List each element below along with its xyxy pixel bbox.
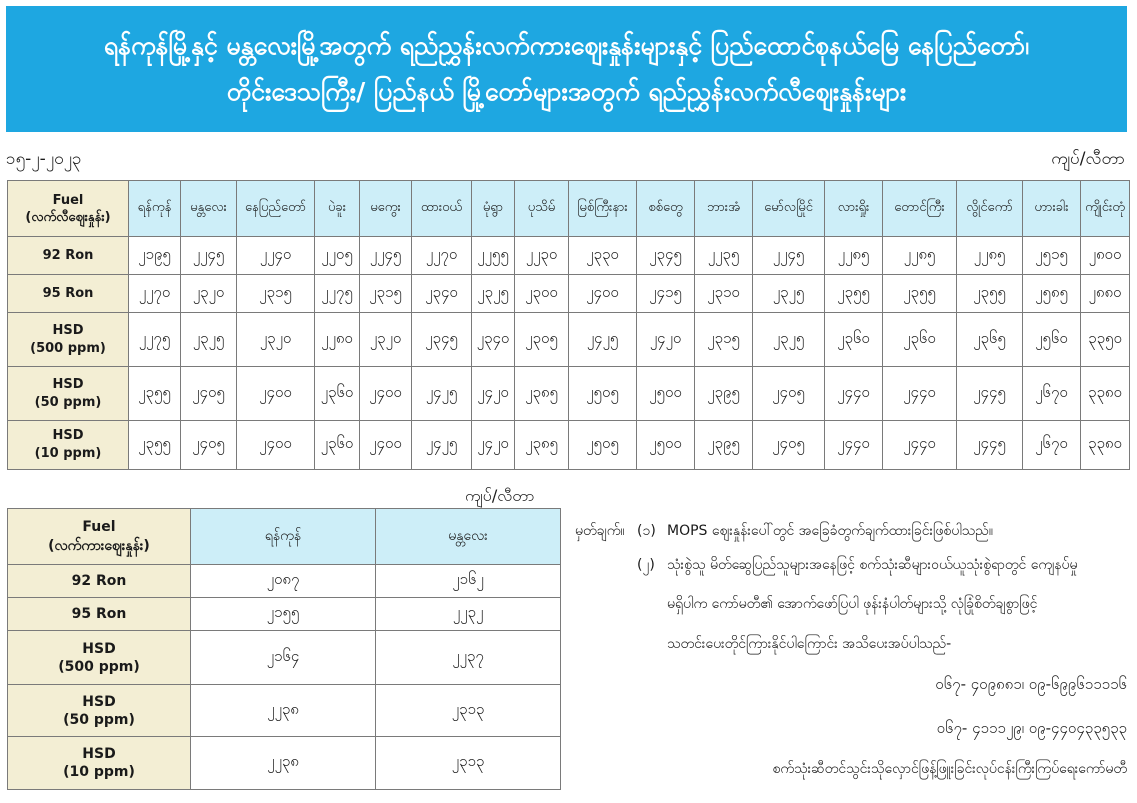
price-cell: ၂၁၆၄ [191,631,376,685]
price-cell: ၂၆၇၀ [1023,421,1081,470]
price-cell: ၂၃၀၀ [515,275,569,313]
price-cell: ၂၅၁၅ [1023,237,1081,275]
price-cell: ၂၃၂၅ [472,275,515,313]
price-cell: ၂၀၈၇ [191,565,376,598]
price-cell: ၂၃၄၀ [472,313,515,367]
city-header: ဘားအံ [695,181,753,237]
price-cell: ၂၂၈၅ [957,237,1023,275]
city-header: ထားဝယ် [412,181,472,237]
table-row [8,421,1130,470]
price-cell: ၂၂၃၀ [515,237,569,275]
fuel-type-cell [8,421,129,470]
price-cell: ၂၅၀၅ [569,421,637,470]
price-cell: ၂၂၄၅ [753,237,825,275]
price-cell: ၂၃၄၀ [412,275,472,313]
price-cell: ၃၃၈၀ [1081,367,1130,421]
fuel-type-label: HSD [82,746,116,762]
fuel-type-label: (10 ppm) [63,764,135,780]
price-cell: ၂၃၄၅ [412,313,472,367]
city-header: လားရှိုး [825,181,883,237]
fuel-type-label: HSD [52,376,84,392]
city-header: မကွေး [360,181,412,237]
fuel-type-cell [8,275,129,313]
price-cell: ၂၃၉၅ [695,421,753,470]
table-row [8,598,561,631]
notes-section [575,516,1131,786]
committee-name: စက်သုံးဆီတင်သွင်းသိုလှောင်ဖြန့်ဖြူးခြင်းလုပ်ငန်းကြီးကြပ်ရေးကော်မတီ [772,760,1127,777]
price-cell: ၂၂၇၅ [129,313,181,367]
fuel-type-cell [8,598,191,631]
price-cell: ၂၃၁၅ [695,313,753,367]
price-cell: ၂၃၅၅ [129,367,181,421]
fuel-type-label: (50 ppm) [34,394,102,410]
price-cell: ၂၄၀၅ [181,367,237,421]
notes-label: မှတ်ချက်။ [575,522,625,539]
fuel-type-label: HSD [52,322,84,338]
fuel-type-label: 95 Ron [71,606,127,622]
fuel-type-label: HSD [82,640,116,657]
city-header: ရန်ကုန် [191,509,376,565]
fuel-type-label: (50 ppm) [63,711,135,728]
price-cell: ၂၂၇၅ [315,275,360,313]
unit-label-wholesale: ကျပ်/လီတာ [465,486,535,505]
price-cell: ၂၃၆၀ [825,313,883,367]
note-continuation-1: မရှိပါက ကော်မတီ၏ အောက်ဖော်ပြပါ ဖုန်းနံပါတ်များသို့ လုံခြုံစိတ်ချစွာဖြင့် [667,595,1038,612]
price-cell: ၂၄၁၅ [637,275,695,313]
price-cell: ၂၃၁၀ [695,275,753,313]
price-cell: ၂၄၄၅ [957,367,1023,421]
price-cell: ၂၁၆၂ [376,565,561,598]
page-banner [6,6,1127,132]
price-cell: ၂၃၅၅ [129,421,181,470]
table-row [8,275,1130,313]
fuel-type-label: HSD [82,693,116,710]
unit-label-retail: ကျပ်/လီတာ [1051,149,1125,169]
price-cell: ၂၂၈၅ [883,237,957,275]
price-cell: ၂၅၈၅ [1023,275,1081,313]
retail-price-table [7,180,1130,470]
price-cell: ၂၃၂၀ [181,275,237,313]
price-cell: ၂၃၂၀ [237,313,315,367]
retail-fuel-header [8,181,129,237]
price-cell: ၂၅၆၀ [1023,313,1081,367]
price-cell: ၂၄၂၅ [412,421,472,470]
price-cell: ၂၂၀၅ [315,237,360,275]
fuel-type-cell [8,685,191,737]
city-header: မန္တလေး [376,509,561,565]
price-date: ၁၅-၂-၂၀၂၃ [6,149,82,169]
price-cell: ၂၄၄၅ [957,421,1023,470]
price-cell: ၂၃၂၅ [181,313,237,367]
price-cell: ၂၂၅၅ [472,237,515,275]
price-cell: ၂၂၇၀ [129,275,181,313]
city-header: မြစ်ကြီးနား [569,181,637,237]
fuel-type-label: (10 ppm) [34,446,102,461]
city-header: မန္တလေး [181,181,237,237]
price-cell: ၂၄၀၀ [569,275,637,313]
price-cell: ၂၂၃၅ [695,237,753,275]
price-cell: ၂၅၀၀ [637,367,695,421]
price-cell: ၂၃၂၀ [360,313,412,367]
price-cell: ၂၄၂၀ [472,367,515,421]
price-cell: ၂၃၂၅ [753,275,825,313]
note-number: (၂) [637,556,655,573]
city-header: ပုသိမ် [515,181,569,237]
price-cell: ၂၄၀၀ [360,367,412,421]
price-cell: ၂၃၀၅ [515,313,569,367]
price-cell: ၂၃၆၅ [957,313,1023,367]
price-cell: ၂၄၂၀ [637,313,695,367]
price-cell: ၂၂၃၇ [376,631,561,685]
table-row [8,631,561,685]
note-item-2 [575,546,1131,584]
note-item-1 [575,516,1131,546]
price-cell: ၂၃၈၅ [515,421,569,470]
price-cell: ၂၄၂၅ [569,313,637,367]
fuel-header-sub: (လက်လီဈေးနှုန်း) [25,209,111,225]
note-text: သုံးစွဲသူ မိတ်ဆွေပြည်သူများအနေဖြင့် စက်သုံးဆီများဝယ်ယူသုံးစွဲရာတွင် ကျေနပ်မှု [667,556,1078,573]
price-cell: ၃၃၅၀ [1081,313,1130,367]
price-cell: ၂၃၅၅ [825,275,883,313]
fuel-type-cell [8,367,129,421]
table-row [8,565,561,598]
city-header: ရန်ကုန် [129,181,181,237]
wholesale-fuel-header [8,509,191,565]
price-cell: ၂၃၆၀ [883,313,957,367]
price-cell: ၂၃၁၅ [360,275,412,313]
retail-header-row [8,181,1130,237]
fuel-type-label: (500 ppm) [30,340,106,356]
price-cell: ၂၅၀၅ [569,367,637,421]
city-header: နေပြည်တော် [237,181,315,237]
fuel-type-label: 95 Ron [42,285,94,301]
price-cell: ၂၃၅၅ [883,275,957,313]
note-text: MOPS ဈေးနှုန်းပေါ်တွင် အခြေခံတွက်ချက်ထားခြင်းဖြစ်ပါသည်။ [667,522,993,539]
price-cell: ၂၂၃၈ [191,737,376,790]
fuel-type-cell [8,631,191,685]
price-cell: ၂၆၇၀ [1023,367,1081,421]
price-cell: ၂၄၀၀ [237,367,315,421]
price-cell: ၂၄၀၅ [181,421,237,470]
price-cell: ၂၂၈၅ [825,237,883,275]
price-cell: ၂၃၃၀ [569,237,637,275]
price-cell: ၂၂၃၂ [376,598,561,631]
banner-title-line-2: တိုင်းဒေသကြီး/ ပြည်နယ် မြို့တော်များအတွက် ရည်ညွှန်းလက်လီဈေးနှုန်းများ [226,77,907,106]
price-cell: ၂၁၉၅ [129,237,181,275]
city-header: တောင်ကြီး [883,181,957,237]
price-cell: ၂၃၆၀ [315,367,360,421]
price-cell: ၂၂၄၅ [181,237,237,275]
wholesale-price-table [7,508,561,790]
fuel-type-label: 92 Ron [42,247,94,263]
city-header: ဟားခါး [1023,181,1081,237]
banner-title-line-1: ရန်ကုန်မြို့နှင့် မန္တလေးမြို့အတွက် ရည်ညွှန်းလက်ကားဈေးနှုန်းများနှင့် ပြည်ထောင်စုနယ်မြေ နေပြည်တော်၊ [103,31,1030,60]
price-cell: ၂၃၅၅ [957,275,1023,313]
price-cell: ၂၃၉၅ [695,367,753,421]
table-row [8,737,561,790]
fuel-type-cell [8,237,129,275]
city-header: မုံရွာ [472,181,515,237]
price-cell: ၂၃၁၃ [376,737,561,790]
fuel-header-label: Fuel [52,192,84,208]
price-cell: ၂၂၈၀ [315,313,360,367]
note-continuation-2: သတင်းပေးတိုင်ကြားနိုင်ပါကြောင်း အသိပေးအပ်ပါသည်- [667,635,952,652]
price-cell: ၂၃၁၅ [237,275,315,313]
price-cell: ၂၄၂၅ [412,367,472,421]
price-cell: ၂၅၀၀ [637,421,695,470]
fuel-header-sub: (လက်ကားဈေးနှုန်း) [48,537,150,554]
fuel-type-cell [8,313,129,367]
fuel-type-label: HSD [52,428,84,443]
city-header: စစ်တွေ [637,181,695,237]
table-row [8,237,1130,275]
city-header: မော်လမြိုင် [753,181,825,237]
price-cell: ၂၂၄၀ [237,237,315,275]
table-row [8,685,561,737]
price-cell: ၂၈၀၀ [1081,237,1130,275]
price-cell: ၂၄၀၅ [753,421,825,470]
price-cell: ၂၂၄၅ [360,237,412,275]
fuel-header-label: Fuel [82,518,116,535]
city-header: ပဲခူး [315,181,360,237]
fuel-type-label: (500 ppm) [58,658,140,675]
price-cell: ၂၃၈၅ [515,367,569,421]
price-cell: ၂၄၄၀ [825,421,883,470]
price-cell: ၂၃၆၀ [315,421,360,470]
fuel-type-label: 92 Ron [71,573,127,589]
price-cell: ၂၄၄၀ [883,421,957,470]
phone-number-2: ၀၆၇- ၄၁၁၁၂၉၊ ၀၉-၄၄၀၄၃၃၅၃၃ [936,719,1127,737]
price-cell: ၂၂၇၀ [412,237,472,275]
fuel-type-cell [8,565,191,598]
note-number: (၁) [637,522,656,539]
price-cell: ၂၃၂၅ [753,313,825,367]
price-cell: ၂၄၂၀ [472,421,515,470]
price-cell: ၂၄၀၀ [237,421,315,470]
price-cell: ၂၄၄၀ [883,367,957,421]
price-cell: ၂၄၀၀ [360,421,412,470]
price-cell: ၂၈၈၀ [1081,275,1130,313]
price-cell: ၃၃၈၀ [1081,421,1130,470]
price-cell: ၂၃၁၃ [376,685,561,737]
price-cell: ၂၁၅၅ [191,598,376,631]
city-header: ကျိုင်းတုံ [1081,181,1130,237]
city-header: လွိုင်ကော် [957,181,1023,237]
table-row [8,313,1130,367]
price-cell: ၂၄၀၅ [753,367,825,421]
phone-number-1: ၀၆၇- ၄၀၉၈၈၁၊ ၀၉-၆၉၉၆၁၁၁၁၆ [935,675,1127,693]
table-row [8,367,1130,421]
price-cell: ၂၄၄၀ [825,367,883,421]
fuel-type-cell [8,737,191,790]
price-cell: ၂၃၄၅ [637,237,695,275]
price-cell: ၂၂၃၈ [191,685,376,737]
wholesale-header-row [8,509,561,565]
